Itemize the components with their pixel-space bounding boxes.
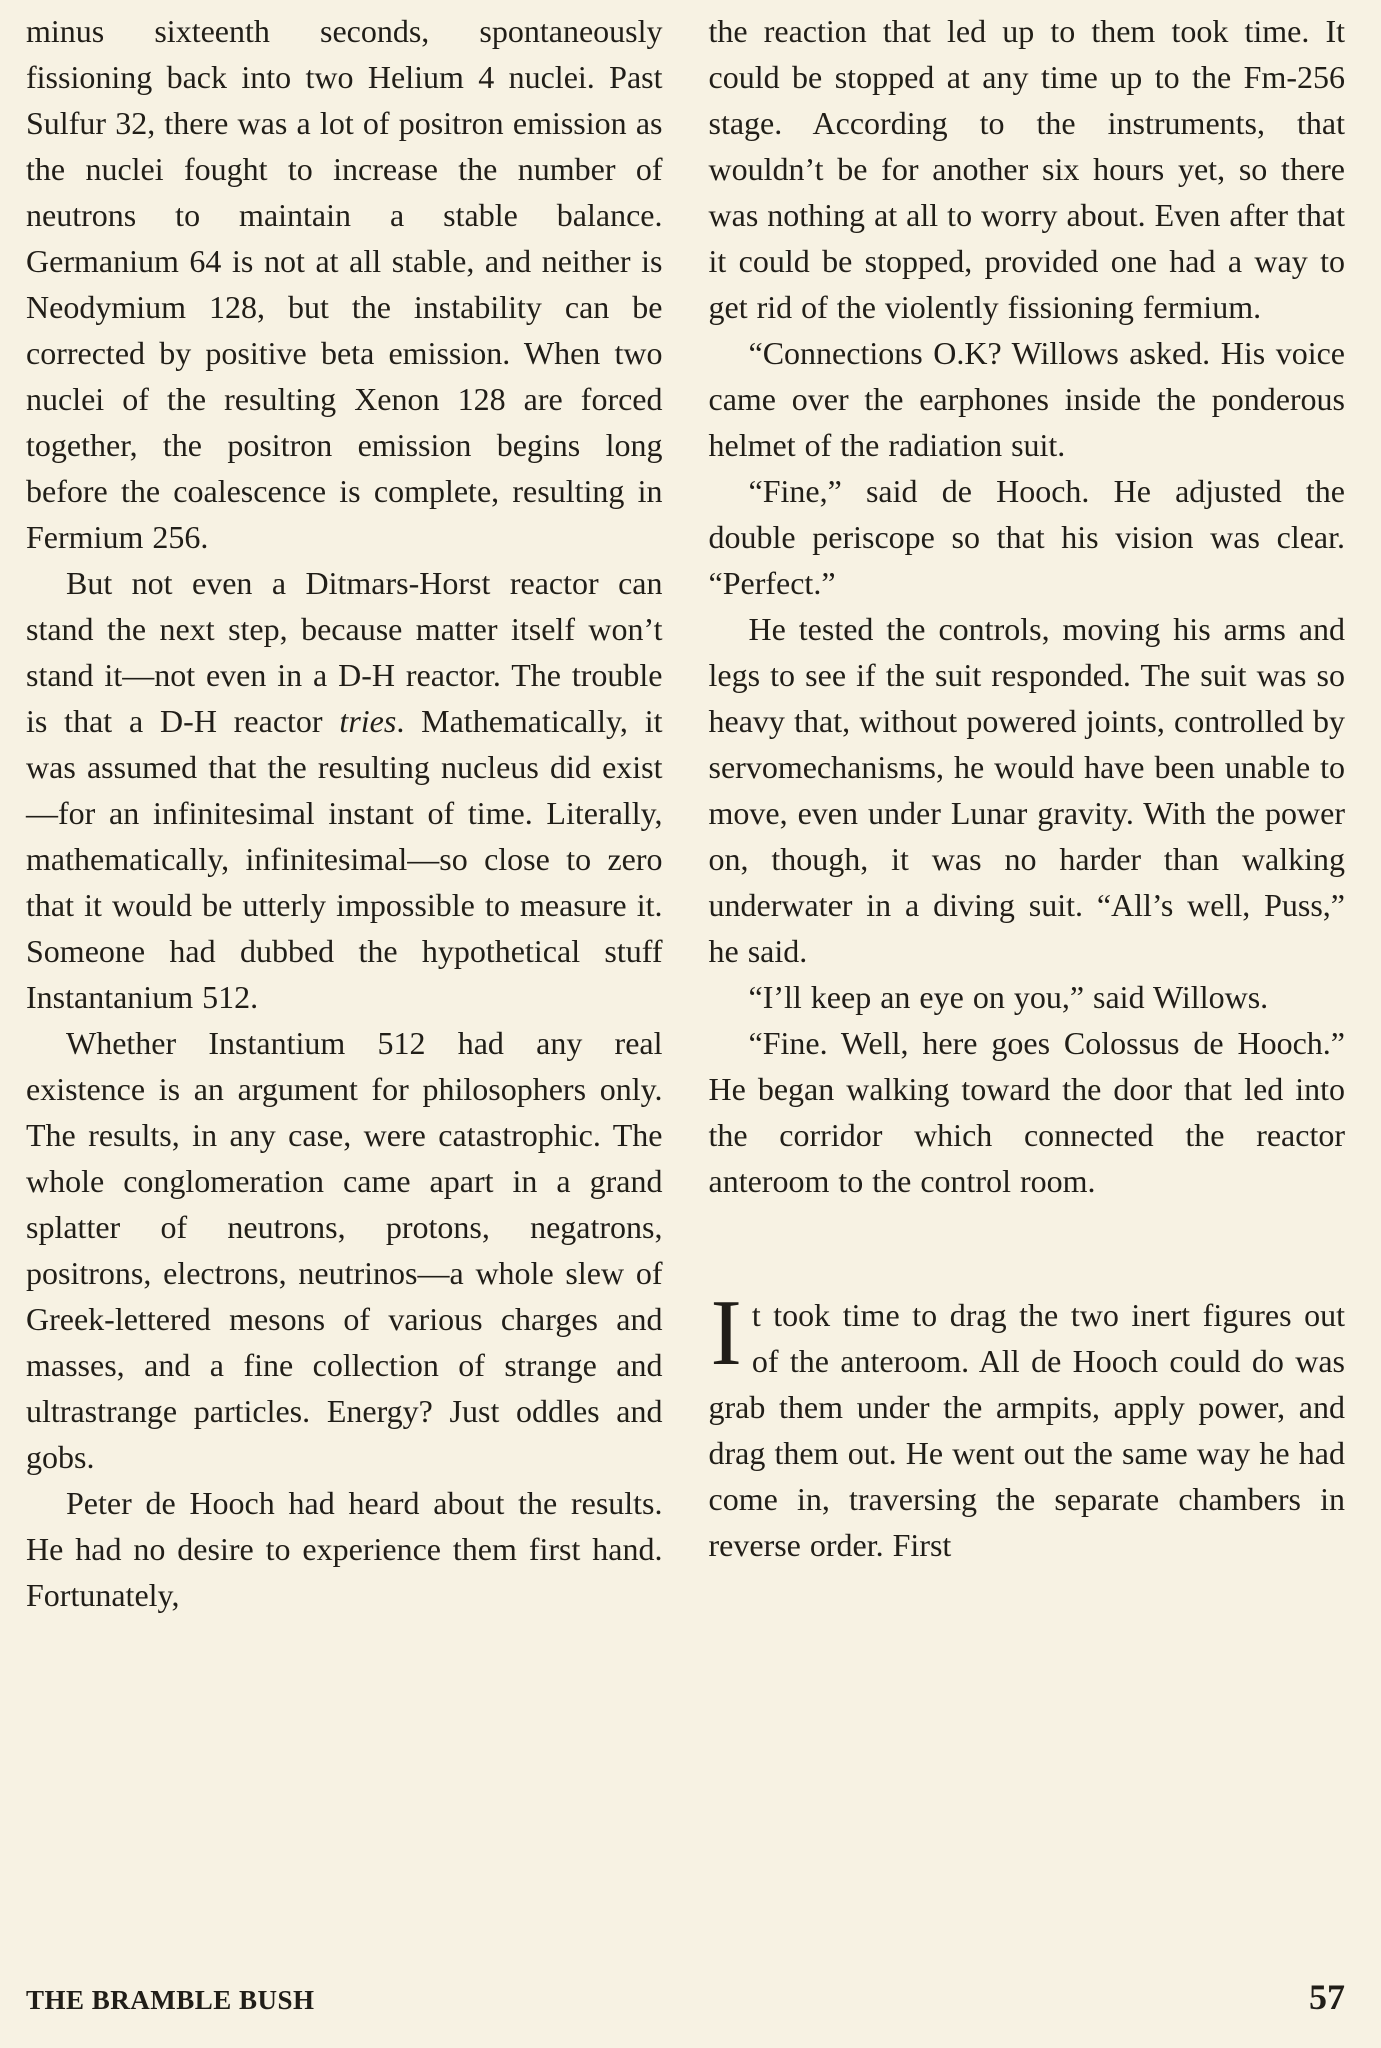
text-run: minus sixteenth seconds, spontaneously fissioning back into two Helium 4 nuclei. Past Sulfur 32, there was a lot of positron emission as the nuclei fought to increase the number of neutrons to maintain a stable balance. Germanium 64 is not at all stable, and neither is Neodymium 128, but the instability can be corrected by positive beta emission. When two nuclei of the resulting Xenon 128 are forced together, the positron emission begins long before the coalescence is complete, resulting in Fermium 256. (26, 13, 663, 555)
text-run: “Fine. Well, here goes Colossus de Hooch.” He began walking toward the door that led into the corridor which connected the reactor anteroom to the control room. (708, 1025, 1345, 1199)
right-column (709, 8, 1346, 1618)
paragraph (708, 1281, 1346, 1568)
text-run: Peter de Hooch had heard about the results. He had no desire to experience them first hand. Fortunately, (26, 1485, 663, 1613)
paragraph (26, 8, 663, 560)
paragraph (26, 1020, 663, 1480)
text-run: “I’ll keep an eye on you,” said Willows. (748, 979, 1269, 1015)
text-run: t took time to drag the two inert figures out of the anteroom. All de Hooch could do was grab them under the armpits, apply power, and drag them out. He went out the same way he had come in, traversing the separate chambers in reverse order. First (708, 1297, 1345, 1563)
paragraph (709, 8, 1346, 330)
page-footer (26, 1976, 1345, 2018)
paragraph (709, 974, 1346, 1020)
paragraph (709, 606, 1346, 974)
paragraph (709, 1020, 1346, 1204)
text-run: tries (339, 703, 397, 739)
paragraph (26, 1480, 663, 1618)
drop-cap-letter: I (710, 1281, 742, 1385)
paragraph (26, 560, 663, 1020)
text-run: “Connections O.K? Willows asked. His voice came over the earphones inside the ponderous helmet of the radiation suit. (708, 335, 1345, 463)
text-run: “Fine,” said de Hooch. He adjusted the double periscope so that his vision was clear. “Perfect.” (708, 473, 1345, 601)
paragraph (709, 468, 1346, 606)
page-number: 57 (1309, 1977, 1345, 2017)
running-title: THE BRAMBLE BUSH (26, 1985, 315, 2015)
left-column (26, 8, 663, 1618)
text-run: the reaction that led up to them took time. It could be stopped at any time up to the Fm-256 stage. According to the instruments, that wouldn’t be for another six hours yet, so there was nothing at all to worry about. Even after that it could be stopped, provided one had a way to get rid of the violently fissioning fermium. (708, 13, 1345, 325)
text-run: Whether Instantium 512 had any real existence is an argument for philosophers only. The results, in any case, were catastrophic. The whole conglomeration came apart in a grand splatter of neutrons, protons, negatrons, positrons, electrons, neutrinos—a whole slew of Greek-lettered mesons of various charges and masses, and a fine collection of strange and ultrastrange particles. Energy? Just oddles and gobs. (26, 1025, 663, 1475)
text-run: . Mathematically, it was assumed that the resulting nucleus did exist—for an infinitesimal instant of time. Literally, mathematically, infinitesimal—so close to zero that it would be utterly impossible to measure it. Someone had dubbed the hypothetical stuff Instantanium 512. (26, 703, 663, 1015)
text-run: But not even a Ditmars-Horst reactor can stand the next step, because matter itself won’t stand it—not even in a D-H reactor. The trouble is that a D-H reactor (26, 565, 663, 739)
text-run: He tested the controls, moving his arms and legs to see if the suit responded. The suit was so heavy that, without powered joints, controlled by servomechanisms, he would have been unable to move, even under Lunar gravity. With the power on, though, it was no harder than walking underwater in a diving suit. “All’s well, Puss,” he said. (708, 611, 1345, 969)
paragraph (709, 330, 1346, 468)
